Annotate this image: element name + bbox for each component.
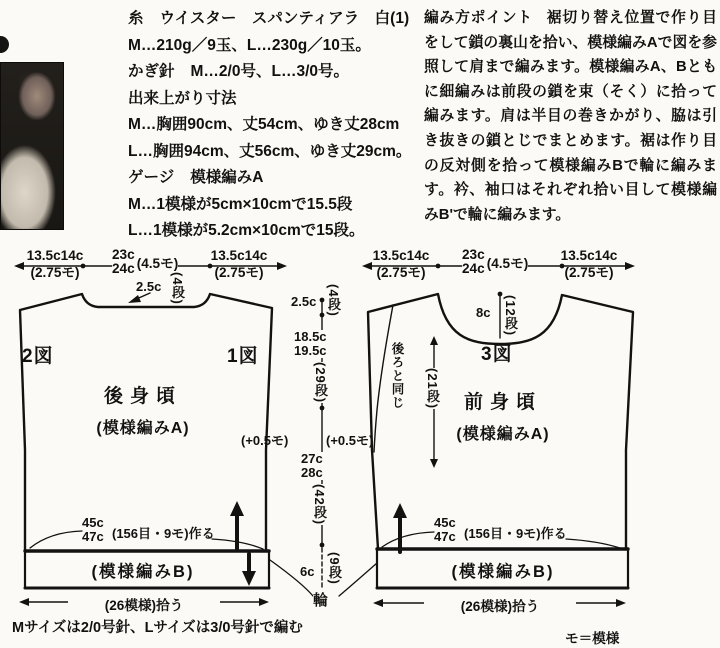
front-side-rows-arrow-bottom [430, 459, 438, 468]
center-dot-1 [320, 298, 325, 303]
lower-length [301, 452, 323, 480]
front-ring-leader [339, 563, 377, 596]
front-pattern-a: (模様編みA) [456, 426, 550, 443]
yarn-value: ウイスター スパンティアラ 白(1) [159, 10, 410, 27]
front-cast-on-detail: (156目・9モ)作る [464, 526, 567, 541]
pattern-abbrev-legend: モ＝模様 [565, 631, 620, 646]
shoulder-repeats: (2.75モ) [564, 265, 614, 280]
front-neck-dot [498, 292, 503, 297]
back-down-arrowhead [242, 571, 256, 586]
cast-on-m: 45c [434, 515, 456, 530]
front-cast-on-leader-right [566, 539, 620, 548]
back-piece-name: 後身頃 [103, 386, 182, 407]
front-cast-on-leader-left [382, 532, 434, 547]
howto-body: 裾切り替え位置で作り目をして鎖の裏山を拾い、模様編みAで図を参照して肩まで編みます。模様編みA、Bともに細編みは前段の鎖を束（そく）に拾って編みます。肩は半目の巻きかがり、脇は引き抜きの鎖とじでまとめます。裾は作り目の反対側を拾って模様編みBで輪に編みます。衿、袖口はそれぞれ拾い目して模様編みB'で輪に編みます。 [424, 10, 717, 223]
front-neck-depth-rows: (12段) [503, 295, 518, 337]
cast-on-m: 45c [82, 515, 104, 530]
back-neck-depth-rows: (4段) [170, 272, 185, 305]
gauge-l: L…1模様が5.2cm×10cmで15段。 [128, 222, 365, 239]
shoulder-repeats: (2.75モ) [214, 265, 264, 280]
back-cast-on-leader-left [30, 531, 82, 548]
back-up-arrowhead [230, 501, 244, 516]
hem-band-rows: (9段) [327, 552, 342, 585]
front-neck-width-measure [462, 248, 528, 276]
front-side-rows: (21段) [425, 368, 440, 410]
plus-half-pattern-front: (+0.5モ) [326, 433, 374, 448]
neck-width-values [112, 248, 135, 276]
neck-width-repeats: (4.5モ) [136, 256, 179, 271]
center-dot-3 [320, 406, 325, 411]
cast-on-l: 47c [434, 529, 456, 544]
plus-half-pattern-back: (+0.5モ) [241, 433, 289, 448]
front-up-arrowhead [393, 503, 407, 518]
finished-size-title: 出来上がり寸法 [128, 89, 237, 107]
neck-width-m: 23c [112, 247, 135, 262]
front-bottom-arrow-r [616, 599, 626, 607]
gauge-label: ゲージ [128, 169, 175, 186]
front-figure-3: 3図 [481, 344, 513, 365]
back-cast-on-detail: (156目・9モ)作る [112, 526, 215, 541]
shoulder-repeats: (2.75モ) [30, 265, 80, 280]
neck-width-values [462, 248, 485, 276]
ring-symbol: 輪 [313, 589, 328, 610]
center-neck-depth-cm: 2.5c [291, 294, 317, 309]
back-figure-2: 2図 [22, 346, 54, 367]
neck-width-repeats: (4.5モ) [486, 256, 529, 271]
front-shoulder-measure-right [546, 247, 632, 281]
front-hem-pickup: (26模様)拾う [424, 595, 576, 615]
yarn-label: 糸 [128, 10, 144, 27]
yoke-rows: (29段) [313, 362, 328, 404]
gauge-m: M…1模様が5cm×10cmで15.5段 [128, 195, 353, 213]
neck-width-m: 23c [462, 247, 485, 262]
neck-width-l: 24c [112, 261, 135, 276]
front-bottom-arrow-l [373, 599, 383, 607]
back-figure-1: 1図 [227, 346, 259, 367]
shoulder-width: 13.5c14c [560, 248, 618, 263]
back-shoulder-measure-right [196, 247, 282, 281]
center-dot-4 [320, 543, 325, 548]
hook-label: かぎ針 [128, 63, 175, 80]
back-bottom-arrow-r [259, 598, 269, 606]
front-band-pattern: (模様編みB) [451, 563, 555, 581]
hem-band-height: 6c [300, 564, 315, 579]
yoke-length-l: 19.5c [294, 343, 327, 358]
back-neck-width-measure [112, 248, 178, 276]
same-as-back-note: 後ろと同じ [390, 342, 404, 410]
front-piece-name: 前身頃 [463, 392, 542, 413]
back-bottom-arrow-l [19, 598, 29, 606]
center-dot-2 [320, 313, 325, 318]
front-neck-depth-cm: 8c [476, 305, 491, 320]
back-cast-on-widths [82, 516, 104, 544]
yoke-length [294, 330, 327, 358]
yarn-amount: M…210g／9玉、L…230g／10玉。 [128, 36, 371, 54]
cast-on-l: 47c [82, 529, 104, 544]
front-cast-on-widths [434, 516, 456, 544]
shoulder-repeats: (2.75モ) [376, 265, 426, 280]
back-pattern-a: (模様編みA) [96, 420, 190, 437]
back-hem-pickup: (26模様)拾う [68, 594, 220, 614]
howto-title: 編み方ポイント [424, 10, 533, 26]
back-shoulder-measure-left [12, 247, 98, 281]
center-neck-depth-rows: (4段) [326, 284, 341, 317]
hook-value: M…2/0号、L…3/0号。 [190, 63, 349, 80]
back-band-pattern: (模様編みB) [91, 563, 195, 581]
needle-size-footnote: Mサイズは2/0号針、Lサイズは3/0号針で編む [12, 620, 303, 636]
lower-length-m: 27c [301, 451, 323, 466]
gauge-value: 模様編みA [190, 169, 264, 186]
front-shoulder-measure-left [358, 247, 444, 281]
back-neck-arrowhead [128, 295, 141, 303]
finished-size-m: M…胸囲90cm、丈54cm、ゆき丈28cm [128, 116, 400, 133]
shoulder-width: 13.5c14c [26, 248, 84, 263]
finished-size-l: L…胸囲94cm、丈56cm、ゆき丈29cm。 [128, 142, 412, 160]
shoulder-width: 13.5c14c [372, 248, 430, 263]
shoulder-width: 13.5c14c [210, 248, 268, 263]
front-side-rows-arrow-top [430, 336, 438, 345]
lower-rows: (42段) [312, 484, 327, 526]
yoke-length-m: 18.5c [294, 329, 327, 344]
back-neck-depth-cm: 2.5c [136, 279, 162, 294]
neck-width-l: 24c [462, 261, 485, 276]
lower-length-l: 28c [301, 465, 323, 480]
